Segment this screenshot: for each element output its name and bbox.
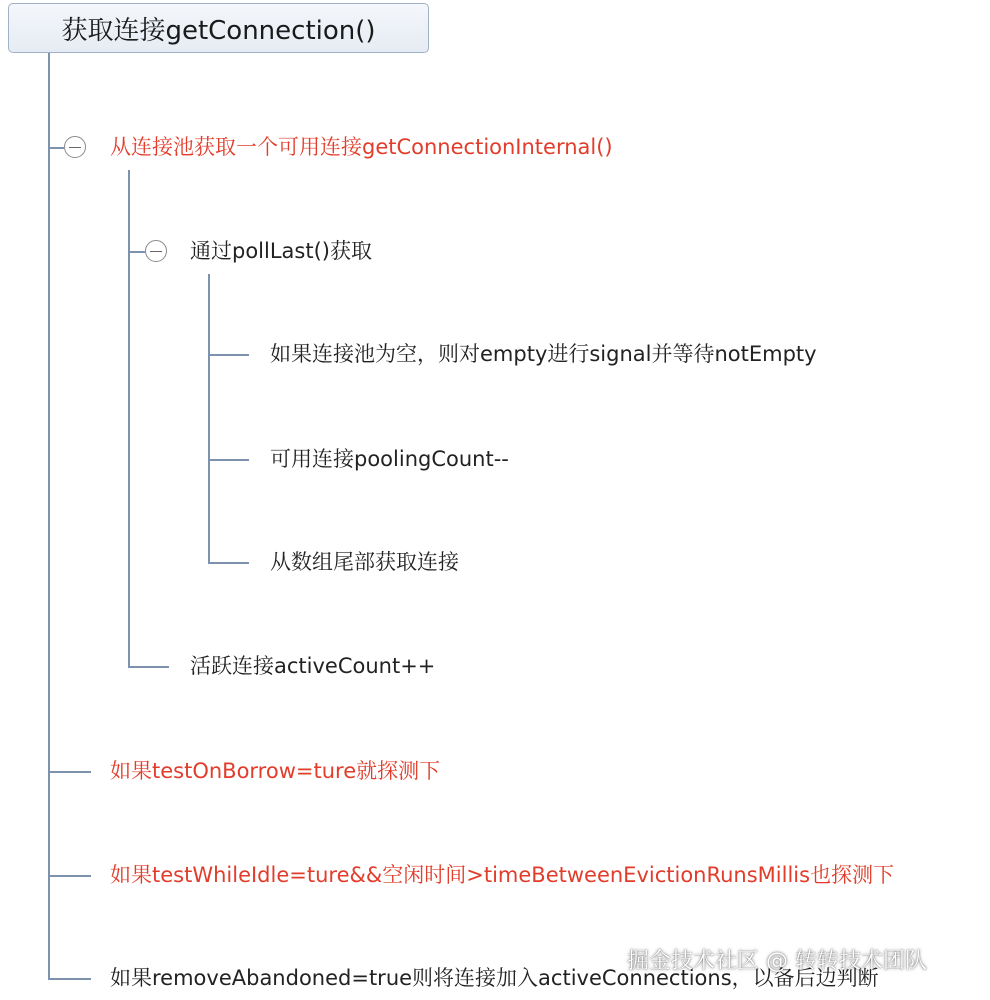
subtree-line: [128, 170, 130, 667]
node-active-count[interactable]: 活跃连接activeCount++: [190, 654, 436, 678]
branch-line: [208, 562, 249, 564]
node-test-on-borrow[interactable]: 如果testOnBorrow=ture就探测下: [110, 759, 441, 783]
root-topic-label: 获取连接getConnection(): [61, 15, 376, 46]
node-poll-last[interactable]: 通过pollLast()获取: [190, 239, 372, 263]
collapse-icon[interactable]: [145, 240, 167, 262]
node-from-array-tail[interactable]: 从数组尾部获取连接: [270, 550, 459, 574]
node-remove-abandoned[interactable]: 如果removeAbandoned=true则将连接加入activeConnections，以备后边判断: [110, 966, 879, 990]
trunk-line: [48, 53, 50, 979]
branch-line: [48, 147, 64, 149]
branch-line: [128, 666, 169, 668]
branch-line: [128, 251, 145, 253]
watermark: 掘金技术社区 @ 转转技术团队: [627, 949, 927, 974]
branch-line: [48, 771, 91, 773]
collapse-icon[interactable]: [64, 136, 86, 158]
node-pooling-count[interactable]: 可用连接poolingCount--: [270, 447, 509, 471]
node-test-while-idle[interactable]: 如果testWhileIdle=ture&&空闲时间>timeBetweenEvictionRunsMillis也探测下: [110, 863, 895, 887]
branch-line: [208, 354, 249, 356]
node-if-pool-empty[interactable]: 如果连接池为空，则对empty进行signal并等待notEmpty: [270, 342, 817, 366]
branch-line: [48, 875, 91, 877]
root-topic[interactable]: [8, 3, 429, 53]
branch-line: [48, 978, 91, 980]
subtree-line: [208, 274, 210, 563]
node-get-connection-internal[interactable]: 从连接池获取一个可用连接getConnectionInternal(): [110, 135, 613, 159]
branch-line: [208, 459, 249, 461]
